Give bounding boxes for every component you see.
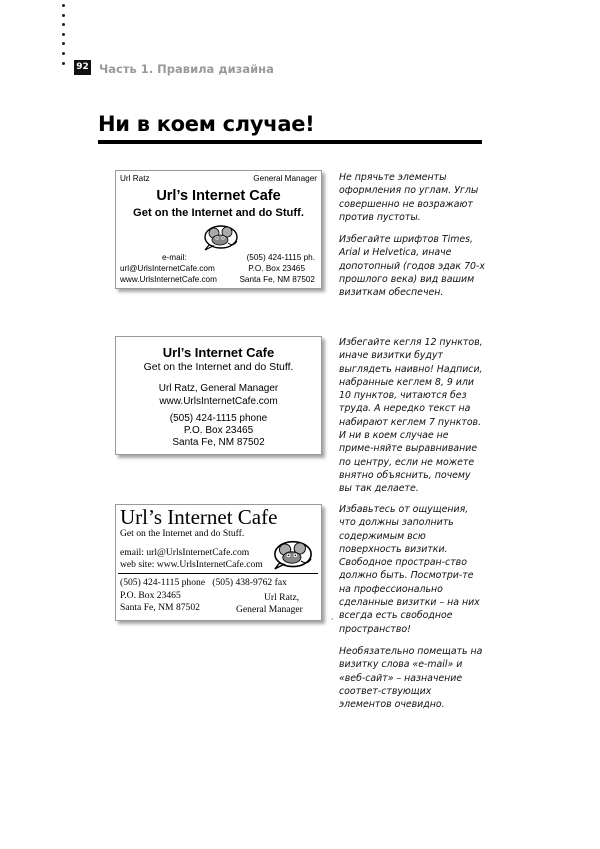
rat-mascot-icon [270, 536, 316, 570]
card3-phone-fax: (505) 424-1115 phone (505) 438-9762 fax [120, 577, 287, 588]
note-paragraph: Необязательно помещать на визитку слова «e-mail» и «веб-сайт» – назначение соответ-ствующих элементов очевидно. [339, 645, 483, 711]
card1-tagline: Get on the Internet and do Stuff. [133, 207, 304, 219]
business-card-1 [115, 170, 322, 289]
stray-mark: , [331, 612, 334, 621]
note-paragraph: Избавьтесь от ощущения, что должны заполнить содержимым всю поверхность визитки. Свободное простран-ство должно быть. Посмотри-те на профессионально сделанные визитки – на них всегда есть свободное пространство! [339, 504, 480, 635]
card1-email-label: e-mail: [162, 253, 187, 262]
card2-phone: (505) 424-1115 phone [169, 413, 268, 424]
card3-company: Url’s Internet Cafe [120, 505, 278, 529]
card1-email: url@UrlsInternetCafe.com [120, 264, 215, 273]
note-paragraph: Избегайте кегля 12 пунктов, иначе визитки будут выглядеть наивно! Надписи, набранные кеглем 8, 9 или 10 пунктов, читаются без труда. А нередко текст на набирают кеглем 7 пунктов. И ни в коем случае не приме-няйте выравнивание по центру, если не можете внятно объяснить, почему вы так делаете. [339, 337, 483, 495]
card1-city: Santa Fe, NM 87502 [239, 275, 315, 284]
margin-dots-decoration [62, 4, 66, 71]
card2-city: Santa Fe, NM 87502 [172, 437, 265, 448]
card3-email: email: url@UrlsInternetCafe.com [120, 547, 250, 558]
business-card-3 [115, 504, 322, 621]
card3-divider [118, 573, 318, 574]
card1-name: Url Ratz [120, 174, 150, 183]
card1-phone: (505) 424-1115 ph. [246, 253, 315, 262]
card1-job-title: General Manager [253, 174, 317, 183]
section-title: Ни в коем случае! [98, 112, 315, 136]
card2-name-title: Url Ratz, General Manager [158, 383, 279, 394]
card1-website: www.UrlsInternetCafe.com [120, 275, 217, 284]
card3-city: Santa Fe, NM 87502 [120, 602, 200, 613]
note-block-2 [339, 336, 485, 505]
business-card-2 [115, 336, 322, 455]
card3-po-box: P.O. Box 23465 [120, 590, 181, 601]
card2-company: Url’s Internet Cafe [162, 345, 275, 360]
note-paragraph: Не прячьте элементы оформления по углам. Углы совершенно не возражают против пустоты. [339, 172, 479, 223]
note-paragraph: Избегайте шрифтов Times, Arial и Helvetica, иначе допотопный (годов эдак 70-х прошлого века) вид вашим визиткам обеспечен. [339, 234, 485, 299]
card1-company: Url’s Internet Cafe [156, 188, 281, 204]
note-block-1 [339, 171, 485, 309]
card3-tagline: Get on the Internet and do Stuff. [120, 528, 245, 539]
note-block-3 [339, 503, 485, 720]
card2-tagline: Get on the Internet and do Stuff. [143, 361, 294, 373]
card3-name: Url Ratz, [264, 592, 300, 603]
title-rule [98, 140, 482, 144]
card1-po-box: P.O. Box 23465 [248, 264, 305, 273]
card3-website: web site: www.UrlsInternetCafe.com [120, 559, 263, 570]
running-head: Часть 1. Правила дизайна [99, 62, 274, 76]
rat-mascot-icon [201, 221, 241, 251]
page-number: 92 [74, 60, 91, 75]
card2-po-box: P.O. Box 23465 [183, 425, 254, 436]
card2-website: www.UrlsInternetCafe.com [159, 396, 278, 407]
card3-job-title: General Manager [236, 604, 303, 615]
